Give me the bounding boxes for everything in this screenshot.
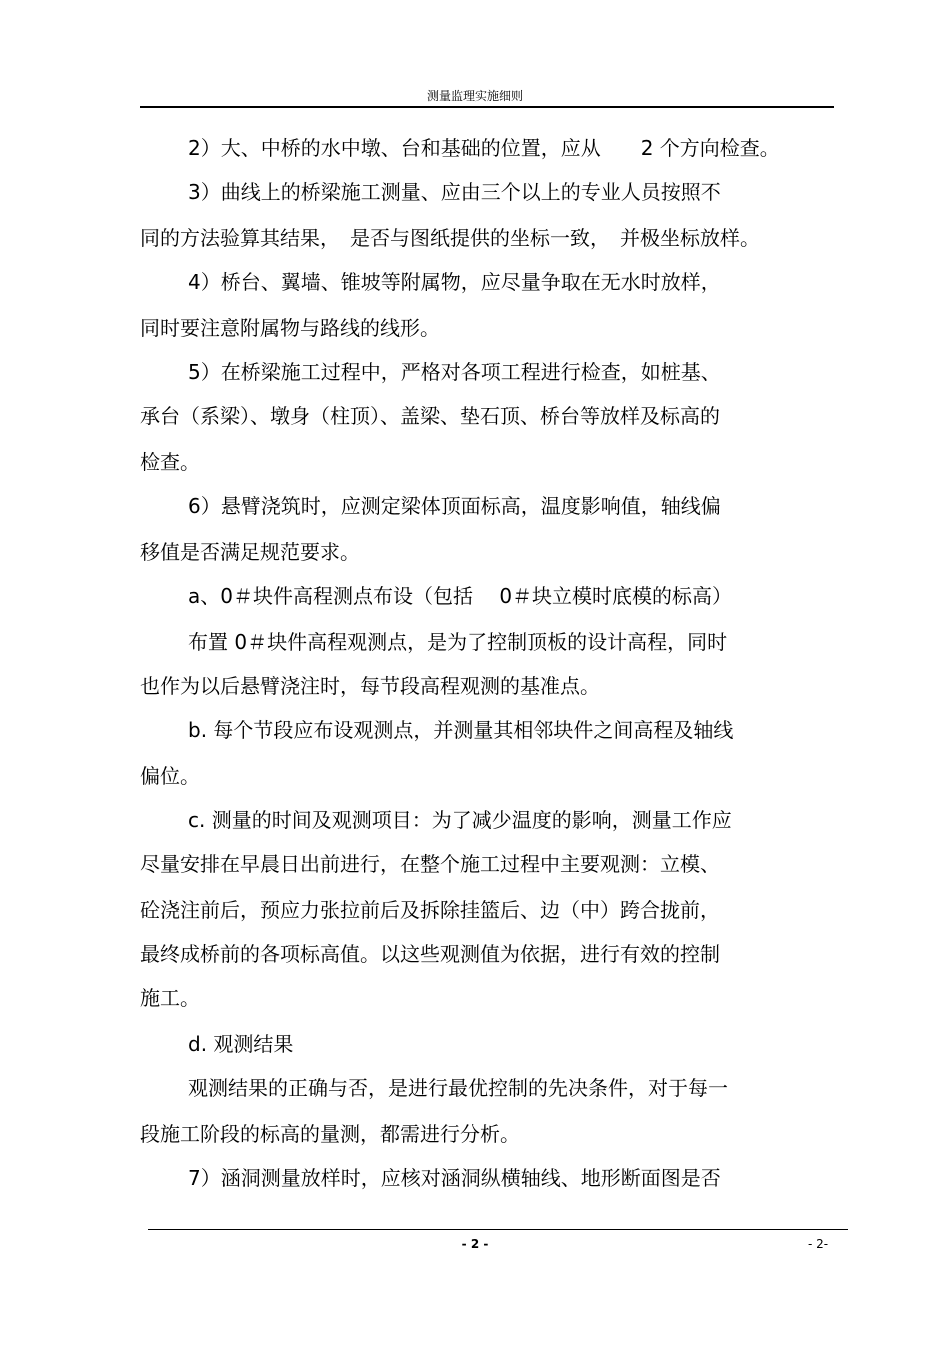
body-line: 最终成桥前的各项标高值。以这些观测值为依据，进行有效的控制 <box>140 942 720 966</box>
body-line: 段施工阶段的标高的量测，都需进行分析。 <box>140 1122 520 1146</box>
body-line: 5）在桥梁施工过程中，严格对各项工程进行检查，如桩基、 <box>188 360 721 384</box>
header-title: 测量监理实施细则 <box>426 89 523 103</box>
footer-divider <box>148 1229 848 1230</box>
body-line: 砼浇注前后，预应力张拉前后及拆除挂篮后、边（中）跨合拢前， <box>140 898 720 922</box>
body-line: 7）涵洞测量放样时，应核对涵洞纵横轴线、地形断面图是否 <box>188 1166 721 1190</box>
footer-page-number-right: - 2- <box>808 1237 829 1251</box>
body-line: 移值是否满足规范要求。 <box>140 540 360 564</box>
body-line: 2）大、中桥的水中墩、台和基础的位置，应从 2 个方向检查。 <box>188 136 780 160</box>
body-line: 承台（系梁）、墩身（柱顶）、盖梁、垫石顶、桥台等放样及标高的 <box>140 404 720 428</box>
body-line: 也作为以后悬臂浇注时，每节段高程观测的基准点。 <box>140 674 600 698</box>
body-line: 同的方法验算其结果， 是否与图纸提供的坐标一致， 并极坐标放样。 <box>140 226 760 250</box>
header-divider <box>140 106 834 108</box>
body-line: 观测结果的正确与否，是进行最优控制的先决条件，对于每一 <box>188 1076 728 1100</box>
footer-page-number: - 2 - <box>461 1237 489 1251</box>
body-line: 同时要注意附属物与路线的线形。 <box>140 316 440 340</box>
body-line: 施工。 <box>140 986 200 1010</box>
body-line: 6）悬臂浇筑时，应测定梁体顶面标高，温度影响值，轴线偏 <box>188 494 721 518</box>
body-line: 偏位。 <box>140 764 200 788</box>
body-line: a、0＃块件高程测点布设（包括 0＃块立模时底模的标高） <box>188 584 733 608</box>
body-line: d. 观测结果 <box>188 1032 294 1056</box>
body-line: c. 测量的时间及观测项目：为了减少温度的影响，测量工作应 <box>188 808 732 832</box>
body-line: 检查。 <box>140 450 200 474</box>
body-line: b. 每个节段应布设观测点，并测量其相邻块件之间高程及轴线 <box>188 718 734 742</box>
body-line: 3）曲线上的桥梁施工测量、应由三个以上的专业人员按照不 <box>188 180 721 204</box>
body-line: 尽量安排在早晨日出前进行，在整个施工过程中主要观测：立模、 <box>140 852 720 876</box>
body-line: 4）桥台、翼墙、锥坡等附属物，应尽量争取在无水时放样， <box>188 270 721 294</box>
body-line: 布置 0＃块件高程观测点，是为了控制顶板的设计高程，同时 <box>188 630 728 654</box>
